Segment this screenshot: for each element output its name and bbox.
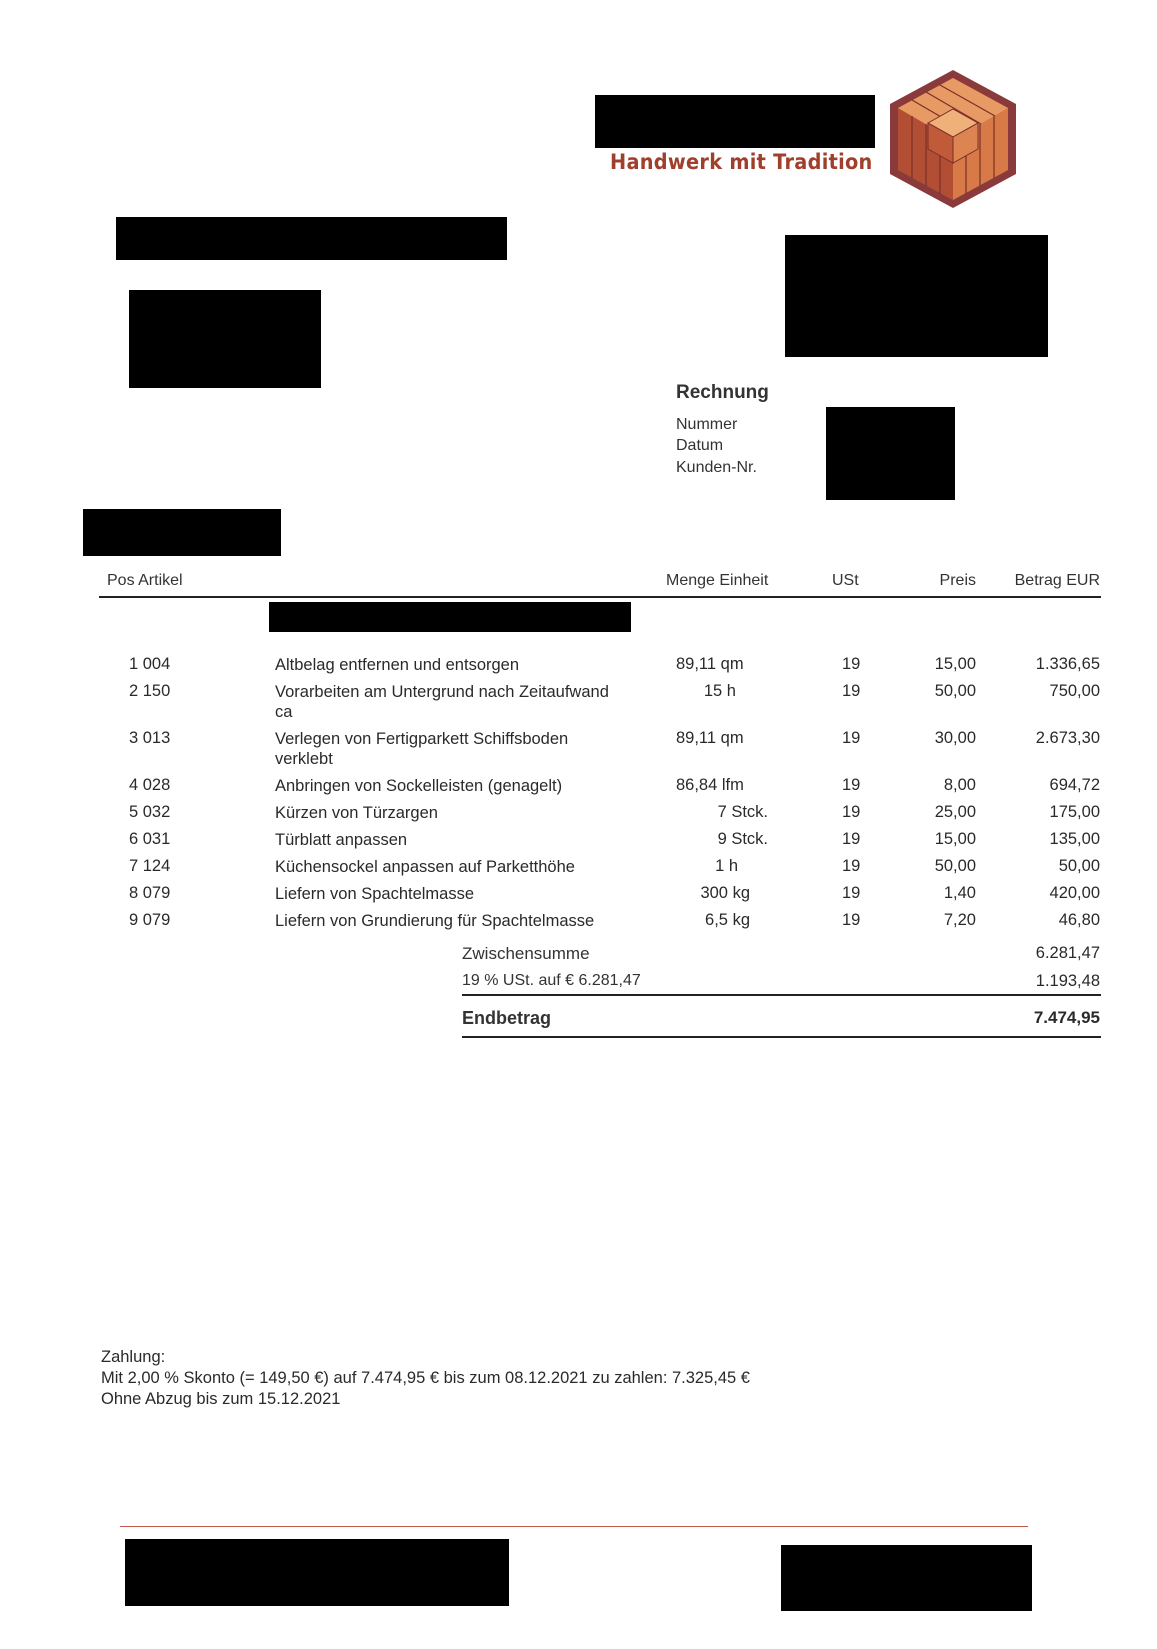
parquet-logo-icon (888, 68, 1018, 208)
row-2-qty: 15 h (703, 682, 736, 700)
subtotal-label: Zwischensumme (462, 944, 590, 963)
row-3-ust: 19 (842, 729, 861, 747)
header-preis: Preis (939, 572, 976, 589)
row-4-qty: 86,84 lfm (676, 776, 744, 794)
row-6-amount: 135,00 (1049, 830, 1100, 848)
row-8-pos: 8 079 (129, 884, 171, 902)
invoice-title: Rechnung (676, 382, 769, 403)
header-betrag: Betrag EUR (1014, 572, 1100, 589)
row-7-price: 50,00 (934, 857, 976, 875)
row-5-ust: 19 (842, 803, 861, 821)
row-6-desc: Türblatt anpassen (275, 831, 408, 849)
row-9-ust: 19 (842, 911, 861, 929)
row-5-pos: 5 032 (129, 803, 171, 821)
total-rule (462, 1036, 1101, 1038)
vat-value: 1.193,48 (1035, 972, 1100, 990)
row-8-ust: 19 (842, 884, 861, 902)
label-customer-number: Kunden-Nr. (676, 459, 757, 476)
payment-discount-line: Mit 2,00 % Skonto (= 149,50 €) auf 7.474,95 € bis zum 08.12.2021 zu zahlen: 7.325,45 € (101, 1369, 750, 1387)
row-3-pos: 3 013 (129, 729, 171, 747)
row-2-amount: 750,00 (1049, 682, 1100, 700)
redacted-sender-line (116, 217, 507, 260)
redacted-company-name (595, 95, 875, 148)
row-8-amount: 420,00 (1049, 884, 1100, 902)
redacted-company-contact (785, 235, 1048, 357)
vat-rule (462, 994, 1101, 996)
company-slogan: Handwerk mit Tradition (610, 150, 873, 174)
row-3-price: 30,00 (934, 729, 976, 747)
row-4-ust: 19 (842, 776, 861, 794)
row-2-pos: 2 150 (129, 682, 171, 700)
subtotal-value: 6.281,47 (1035, 944, 1100, 962)
row-3-amount: 2.673,30 (1035, 729, 1100, 747)
row-9-price: 7,20 (943, 911, 976, 929)
row-8-desc: Liefern von Spachtelmasse (275, 885, 475, 903)
row-9-amount: 46,80 (1058, 911, 1100, 929)
header-menge-einheit: Menge Einheit (666, 572, 769, 589)
row-7-desc: Küchensockel anpassen auf Parketthöhe (275, 858, 575, 876)
row-3-desc: Verlegen von Fertigparkett Schiffsboden verklebt (275, 730, 569, 768)
row-2-price: 50,00 (934, 682, 976, 700)
row-1-qty: 89,11 qm (676, 655, 744, 673)
header-ust: USt (832, 572, 859, 589)
header-pos-artikel: Pos Artikel (107, 572, 183, 589)
row-1-ust: 19 (842, 655, 861, 673)
payment-label: Zahlung: (101, 1348, 166, 1366)
row-3-qty: 89,11 qm (676, 729, 744, 747)
row-9-pos: 9 079 (129, 911, 171, 929)
row-8-price: 1,40 (943, 884, 976, 902)
row-4-amount: 694,72 (1049, 776, 1100, 794)
total-label: Endbetrag (462, 1008, 552, 1028)
row-8-qty: 300 kg (700, 884, 750, 902)
row-6-ust: 19 (842, 830, 861, 848)
redacted-recipient-address (129, 290, 321, 388)
row-6-price: 15,00 (934, 830, 976, 848)
redacted-subject (83, 509, 281, 556)
vat-label: 19 % USt. auf € 6.281,47 (462, 972, 641, 989)
row-7-ust: 19 (842, 857, 861, 875)
row-5-price: 25,00 (934, 803, 976, 821)
row-7-amount: 50,00 (1058, 857, 1100, 875)
row-5-desc: Kürzen von Türzargen (275, 804, 438, 822)
redacted-footer-left (125, 1539, 509, 1606)
row-9-qty: 6,5 kg (705, 911, 750, 929)
row-7-pos: 7 124 (129, 857, 171, 875)
row-2-desc: Vorarbeiten am Untergrund nach Zeitaufwand ca (275, 683, 609, 721)
row-6-qty: 9 Stck. (717, 830, 768, 848)
row-1-desc: Altbelag entfernen und entsorgen (275, 656, 520, 674)
row-1-pos: 1 004 (129, 655, 171, 673)
row-5-qty: 7 Stck. (717, 803, 768, 821)
row-1-amount: 1.336,65 (1035, 655, 1100, 673)
redacted-invoice-values (826, 407, 955, 500)
payment-due-line: Ohne Abzug bis zum 15.12.2021 (101, 1390, 341, 1408)
row-9-desc: Liefern von Grundierung für Spachtelmasse (275, 912, 595, 930)
redacted-footer-right (781, 1545, 1032, 1611)
row-4-price: 8,00 (943, 776, 976, 794)
row-6-pos: 6 031 (129, 830, 171, 848)
footer-rule (120, 1526, 1028, 1527)
table-header-rule (99, 596, 1101, 598)
row-4-pos: 4 028 (129, 776, 171, 794)
redacted-project-line (269, 602, 631, 632)
row-1-price: 15,00 (934, 655, 976, 673)
row-4-desc: Anbringen von Sockelleisten (genagelt) (275, 777, 563, 795)
row-5-amount: 175,00 (1049, 803, 1100, 821)
row-7-qty: 1 h (715, 857, 738, 875)
label-date: Datum (676, 437, 724, 454)
total-value: 7.474,95 (1033, 1008, 1100, 1027)
label-number: Nummer (676, 416, 738, 433)
row-2-ust: 19 (842, 682, 861, 700)
